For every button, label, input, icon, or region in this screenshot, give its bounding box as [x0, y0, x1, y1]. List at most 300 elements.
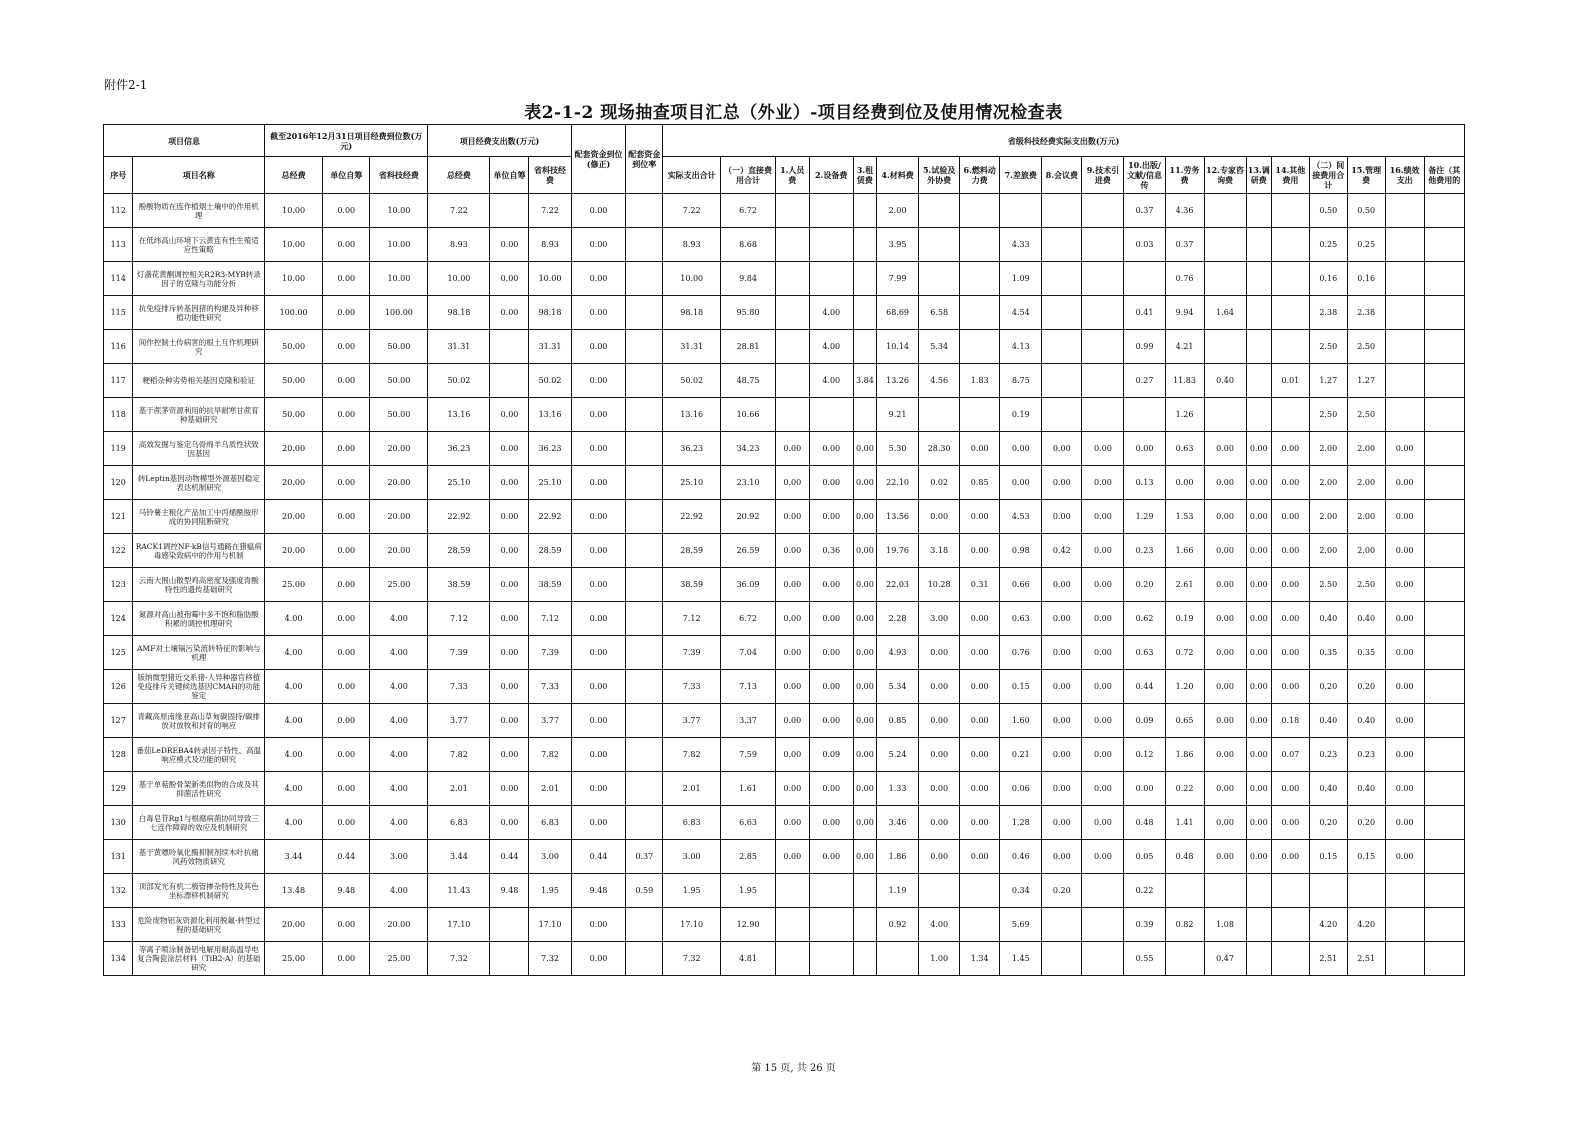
value-cell [626, 670, 663, 704]
value-cell: 0.09 [1124, 704, 1165, 738]
value-cell: 0.00 [853, 738, 876, 772]
value-cell [853, 262, 876, 296]
value-cell [1424, 228, 1464, 262]
value-cell [1424, 738, 1464, 772]
row-number: 128 [104, 738, 133, 772]
column-header: 项目名称 [133, 157, 265, 194]
value-cell [1385, 908, 1424, 942]
value-cell [853, 398, 876, 432]
table-row [104, 738, 1465, 772]
value-cell: 0.00 [1082, 500, 1124, 534]
value-cell: 0.00 [571, 534, 626, 568]
value-cell: 0.00 [571, 330, 626, 364]
value-cell: 7.12 [663, 602, 721, 636]
value-cell: 0.00 [1271, 466, 1309, 500]
value-cell: 50.00 [265, 364, 323, 398]
value-cell: 0.00 [323, 602, 370, 636]
value-cell [919, 228, 960, 262]
value-cell: 0.00 [853, 500, 876, 534]
value-cell [1424, 330, 1464, 364]
value-cell [919, 398, 960, 432]
value-cell: 4.53 [1000, 500, 1042, 534]
value-cell: 2.85 [721, 840, 776, 874]
value-cell: 0.00 [853, 704, 876, 738]
value-cell: 0.00 [1204, 466, 1246, 500]
value-cell [1424, 602, 1464, 636]
value-cell: 20.00 [370, 466, 428, 500]
value-cell: 0.22 [1165, 772, 1204, 806]
value-cell: 0.00 [960, 738, 1000, 772]
value-cell: 0.00 [323, 942, 370, 976]
value-cell: 17.10 [529, 908, 571, 942]
value-cell: 0.00 [1246, 670, 1271, 704]
value-cell: 4.00 [370, 772, 428, 806]
value-cell [1042, 194, 1082, 228]
value-cell [1424, 704, 1464, 738]
value-cell: 28.81 [721, 330, 776, 364]
value-cell: 2.00 [877, 194, 919, 228]
project-name: 转Leptin基因动物模型外源基因稳定表达机制研究 [133, 466, 265, 500]
value-cell: 0.63 [1000, 602, 1042, 636]
value-cell: 0.00 [809, 568, 853, 602]
value-cell [1385, 262, 1424, 296]
project-name: 马铃薯主粮化产品加工中丙烯酰胺形成的协同阻断研究 [133, 500, 265, 534]
value-cell: 6.83 [529, 806, 571, 840]
value-cell: 8.68 [721, 228, 776, 262]
value-cell: 0.18 [1271, 704, 1309, 738]
value-cell [626, 704, 663, 738]
value-cell: 0.48 [1165, 840, 1204, 874]
value-cell: 0.98 [1000, 534, 1042, 568]
value-cell [1385, 364, 1424, 398]
value-cell [626, 466, 663, 500]
value-cell: 7.33 [663, 670, 721, 704]
value-cell: 0.00 [1042, 432, 1082, 466]
project-name: 危险废物铝灰资源化利用脱氟-转型过程的基础研究 [133, 908, 265, 942]
table-row [104, 228, 1465, 262]
value-cell: 0.00 [1082, 534, 1124, 568]
value-cell: 0.00 [809, 636, 853, 670]
value-cell [919, 194, 960, 228]
value-cell: 11.43 [428, 874, 490, 908]
value-cell [1424, 636, 1464, 670]
value-cell: 6.63 [721, 806, 776, 840]
value-cell: 0.00 [490, 568, 529, 602]
value-cell: 0.00 [1385, 534, 1424, 568]
value-cell: 0.40 [1309, 772, 1347, 806]
value-cell: 2.00 [1347, 432, 1385, 466]
value-cell [1385, 398, 1424, 432]
value-cell: 20.00 [370, 500, 428, 534]
table-row [104, 534, 1465, 568]
value-cell: 0.00 [323, 568, 370, 602]
table-row [104, 262, 1465, 296]
value-cell: 10.00 [370, 262, 428, 296]
value-cell: 2.50 [1309, 568, 1347, 602]
value-cell: 0.00 [1082, 466, 1124, 500]
value-cell: 2.51 [1309, 942, 1347, 976]
value-cell: 0.00 [775, 602, 809, 636]
attachment-label: 附件2-1 [104, 78, 148, 92]
value-cell: 0.21 [1000, 738, 1042, 772]
value-cell [809, 398, 853, 432]
value-cell: 0.40 [1347, 602, 1385, 636]
value-cell: 0.00 [1204, 500, 1246, 534]
value-cell: 0.00 [1204, 704, 1246, 738]
value-cell: 0.02 [919, 466, 960, 500]
value-cell [1246, 296, 1271, 330]
column-header: （二）间接费用合计 [1309, 157, 1347, 194]
value-cell: 0.16 [1309, 262, 1347, 296]
value-cell: 0.00 [919, 772, 960, 806]
value-cell [1424, 194, 1464, 228]
value-cell: 0.23 [1309, 738, 1347, 772]
column-header: 5.试验及外协费 [919, 157, 960, 194]
value-cell: 0.00 [960, 602, 1000, 636]
value-cell [490, 194, 529, 228]
value-cell [1204, 398, 1246, 432]
value-cell: 0.63 [1165, 432, 1204, 466]
value-cell: 0.00 [1246, 500, 1271, 534]
value-cell: 0.46 [1000, 840, 1042, 874]
value-cell: 0.39 [1124, 908, 1165, 942]
value-cell [960, 194, 1000, 228]
value-cell [490, 908, 529, 942]
value-cell: 0.00 [1385, 500, 1424, 534]
value-cell [1424, 296, 1464, 330]
value-cell: 0.00 [853, 670, 876, 704]
page-footer: 第 15 页, 共 26 页 [751, 1063, 836, 1074]
value-cell: 0.00 [809, 704, 853, 738]
value-cell: 10.66 [721, 398, 776, 432]
value-cell: 1.29 [1124, 500, 1165, 534]
value-cell: 0.00 [960, 500, 1000, 534]
value-cell: 25.10 [529, 466, 571, 500]
value-cell [1165, 874, 1204, 908]
column-header: 单位自筹 [490, 157, 529, 194]
value-cell: 0.00 [919, 738, 960, 772]
value-cell: 1.33 [877, 772, 919, 806]
value-cell [626, 908, 663, 942]
value-cell: 28.59 [428, 534, 490, 568]
value-cell: 0.00 [571, 738, 626, 772]
value-cell [775, 194, 809, 228]
value-cell [853, 296, 876, 330]
value-cell: 10.00 [370, 228, 428, 262]
value-cell [1271, 262, 1309, 296]
value-cell: 0.48 [1124, 806, 1165, 840]
value-cell: 0.00 [1385, 738, 1424, 772]
value-cell: 4.00 [370, 704, 428, 738]
value-cell [1246, 228, 1271, 262]
column-header: 总经费 [265, 157, 323, 194]
value-cell: 13.16 [428, 398, 490, 432]
value-cell: 0.20 [1124, 568, 1165, 602]
value-cell: 4.56 [919, 364, 960, 398]
row-number: 129 [104, 772, 133, 806]
value-cell: 0.31 [960, 568, 1000, 602]
value-cell [1424, 262, 1464, 296]
value-cell: 0.47 [1204, 942, 1246, 976]
value-cell: 0.20 [1309, 670, 1347, 704]
value-cell: 38.59 [428, 568, 490, 602]
value-cell: 98.18 [428, 296, 490, 330]
value-cell: 0.00 [1082, 840, 1124, 874]
value-cell: 4.00 [265, 738, 323, 772]
value-cell: 0.00 [323, 398, 370, 432]
value-cell: 17.10 [428, 908, 490, 942]
value-cell: 0.00 [960, 840, 1000, 874]
value-cell [853, 194, 876, 228]
value-cell: 0.00 [323, 534, 370, 568]
value-cell: 4.00 [265, 806, 323, 840]
value-cell: 0.00 [571, 942, 626, 976]
value-cell: 0.00 [1385, 432, 1424, 466]
value-cell: 0.13 [1124, 466, 1165, 500]
value-cell [853, 874, 876, 908]
value-cell: 5.34 [877, 670, 919, 704]
value-cell: 0.00 [1042, 568, 1082, 602]
value-cell [1246, 330, 1271, 364]
value-cell: 0.00 [853, 602, 876, 636]
project-name: 等离子喷涂制备铝电解用耐高温导电复合陶瓷涂层材料（TiB2-A）的基础研究 [133, 942, 265, 976]
value-cell: 0.00 [323, 908, 370, 942]
value-cell: 0.37 [626, 840, 663, 874]
value-cell: 0.00 [490, 670, 529, 704]
value-cell: 0.00 [490, 704, 529, 738]
value-cell: 0.00 [1271, 670, 1309, 704]
project-name: 在低纬高山环境下云黄连有性生殖适应性策略 [133, 228, 265, 262]
value-cell [1424, 398, 1464, 432]
value-cell: 8.93 [529, 228, 571, 262]
value-cell [1042, 262, 1082, 296]
value-cell: 5.69 [1000, 908, 1042, 942]
value-cell: 48.75 [721, 364, 776, 398]
value-cell: 4.00 [809, 364, 853, 398]
group-project-info: 项目信息 [104, 125, 265, 157]
value-cell: 0.44 [323, 840, 370, 874]
value-cell [1424, 942, 1464, 976]
value-cell: 8.93 [428, 228, 490, 262]
value-cell [1246, 194, 1271, 228]
table-header [104, 125, 1465, 194]
value-cell: 7.39 [529, 636, 571, 670]
value-cell: 4.21 [1165, 330, 1204, 364]
value-cell [1042, 398, 1082, 432]
value-cell: 0.00 [571, 908, 626, 942]
value-cell: 4.20 [1309, 908, 1347, 942]
value-cell [1424, 772, 1464, 806]
value-cell: 22.03 [877, 568, 919, 602]
value-cell: 0.00 [1042, 602, 1082, 636]
value-cell: 0.00 [571, 364, 626, 398]
value-cell: 4.00 [265, 704, 323, 738]
value-cell: 0.00 [775, 432, 809, 466]
table-row [104, 772, 1465, 806]
value-cell: 0.00 [1385, 772, 1424, 806]
value-cell: 0.50 [1309, 194, 1347, 228]
value-cell: 4.00 [265, 636, 323, 670]
column-header: 13.调研费 [1246, 157, 1271, 194]
project-name: 版纳微型猪近交系猪-人异种器官移植免疫排斥关键候选基因CMAH的功能鉴定 [133, 670, 265, 704]
value-cell [626, 364, 663, 398]
value-cell: 20.00 [265, 500, 323, 534]
value-cell [960, 296, 1000, 330]
value-cell: 19.76 [877, 534, 919, 568]
value-cell [775, 296, 809, 330]
row-number: 123 [104, 568, 133, 602]
value-cell: 0.00 [1271, 534, 1309, 568]
value-cell [1246, 908, 1271, 942]
value-cell [1042, 296, 1082, 330]
project-name: 番茄LeDREBA4转录因子特性、高温响应模式及功能的研究 [133, 738, 265, 772]
value-cell: 0.00 [775, 738, 809, 772]
value-cell: 4.81 [721, 942, 776, 976]
value-cell: 0.00 [490, 262, 529, 296]
value-cell: 0.00 [775, 670, 809, 704]
row-number: 132 [104, 874, 133, 908]
column-header: 省科技经费 [529, 157, 571, 194]
value-cell: 0.00 [1271, 432, 1309, 466]
value-cell: 0.00 [1271, 602, 1309, 636]
value-cell: 4.13 [1000, 330, 1042, 364]
value-cell: 0.00 [1246, 534, 1271, 568]
value-cell [775, 942, 809, 976]
value-cell: 7.22 [663, 194, 721, 228]
value-cell: 0.00 [571, 466, 626, 500]
column-header: 4.材料费 [877, 157, 919, 194]
value-cell: 0.15 [1309, 840, 1347, 874]
column-header: 备注（其他费用的 [1424, 157, 1464, 194]
value-cell: 13.16 [663, 398, 721, 432]
value-cell: 0.00 [919, 806, 960, 840]
value-cell: 0.00 [1246, 704, 1271, 738]
row-number: 113 [104, 228, 133, 262]
value-cell [1082, 330, 1124, 364]
project-name: 抗免疫排斥转基因猪的构建及异种移植功能性研究 [133, 296, 265, 330]
value-cell: 0.85 [877, 704, 919, 738]
table-row [104, 296, 1465, 330]
row-number: 125 [104, 636, 133, 670]
column-header: 7.差旅费 [1000, 157, 1042, 194]
value-cell: 0.00 [853, 806, 876, 840]
value-cell [775, 398, 809, 432]
value-cell: 0.00 [960, 636, 1000, 670]
value-cell: 0.37 [1124, 194, 1165, 228]
value-cell: 0.92 [877, 908, 919, 942]
value-cell: 25.10 [428, 466, 490, 500]
column-header: 1.人员费 [775, 157, 809, 194]
value-cell: 20.00 [265, 466, 323, 500]
value-cell: 4.20 [1347, 908, 1385, 942]
value-cell: 7.12 [529, 602, 571, 636]
value-cell [1347, 874, 1385, 908]
value-cell: 0.00 [490, 228, 529, 262]
value-cell [626, 534, 663, 568]
value-cell [853, 942, 876, 976]
value-cell: 0.00 [1042, 772, 1082, 806]
value-cell [626, 738, 663, 772]
value-cell [1271, 398, 1309, 432]
value-cell: 50.00 [370, 330, 428, 364]
value-cell: 0.99 [1124, 330, 1165, 364]
table-row [104, 194, 1465, 228]
table-row [104, 364, 1465, 398]
value-cell: 36.09 [721, 568, 776, 602]
value-cell: 1.00 [919, 942, 960, 976]
group-matching-funds: 配套资金到位(修正) [571, 125, 626, 194]
value-cell: 0.00 [1042, 466, 1082, 500]
value-cell: 3.00 [370, 840, 428, 874]
value-cell: 3.00 [919, 602, 960, 636]
value-cell: 95.80 [721, 296, 776, 330]
value-cell: 26.59 [721, 534, 776, 568]
value-cell [1000, 194, 1042, 228]
value-cell [626, 398, 663, 432]
value-cell: 3.77 [663, 704, 721, 738]
value-cell [626, 432, 663, 466]
value-cell: 0.00 [323, 432, 370, 466]
group-provincial-spent: 省级科技经费实际支出数(万元) [663, 125, 1465, 157]
value-cell [626, 568, 663, 602]
value-cell: 0.00 [1082, 636, 1124, 670]
page-title: 表2-1-2 现场抽查项目汇总（外业）-项目经费到位及使用情况检查表 [524, 103, 1063, 123]
value-cell [809, 942, 853, 976]
value-cell: 0.00 [1082, 772, 1124, 806]
value-cell: 0.40 [1347, 704, 1385, 738]
project-name: 高效发掘与鉴定乌骨绵羊乌质性状致因基因 [133, 432, 265, 466]
value-cell: 0.00 [809, 602, 853, 636]
value-cell [626, 500, 663, 534]
value-cell: 7.82 [663, 738, 721, 772]
value-cell [809, 874, 853, 908]
value-cell: 1.08 [1204, 908, 1246, 942]
value-cell: 1.28 [1000, 806, 1042, 840]
value-cell: 7.39 [428, 636, 490, 670]
column-header: 11.劳务费 [1165, 157, 1204, 194]
value-cell: 50.02 [529, 364, 571, 398]
value-cell: 0.00 [1082, 704, 1124, 738]
value-cell: 0.41 [1124, 296, 1165, 330]
value-cell [1082, 262, 1124, 296]
value-cell: 0.00 [323, 194, 370, 228]
value-cell: 0.00 [490, 432, 529, 466]
value-cell: 9.48 [571, 874, 626, 908]
value-cell: 0.00 [1271, 636, 1309, 670]
value-cell: 4.00 [265, 772, 323, 806]
value-cell: 5.24 [877, 738, 919, 772]
value-cell: 0.00 [323, 806, 370, 840]
value-cell: 0.00 [1124, 772, 1165, 806]
value-cell: 0.00 [1385, 840, 1424, 874]
value-cell: 6.83 [663, 806, 721, 840]
value-cell: 0.00 [571, 398, 626, 432]
value-cell: 0.06 [1000, 772, 1042, 806]
value-cell [877, 942, 919, 976]
value-cell [626, 194, 663, 228]
value-cell: 25.00 [370, 568, 428, 602]
value-cell [853, 330, 876, 364]
value-cell: 2.00 [1309, 534, 1347, 568]
value-cell: 0.76 [1000, 636, 1042, 670]
value-cell: 0.00 [1271, 568, 1309, 602]
value-cell: 0.27 [1124, 364, 1165, 398]
value-cell: 0.00 [775, 534, 809, 568]
value-cell: 3.00 [663, 840, 721, 874]
value-cell [1385, 330, 1424, 364]
value-cell: 0.44 [490, 840, 529, 874]
value-cell [490, 942, 529, 976]
